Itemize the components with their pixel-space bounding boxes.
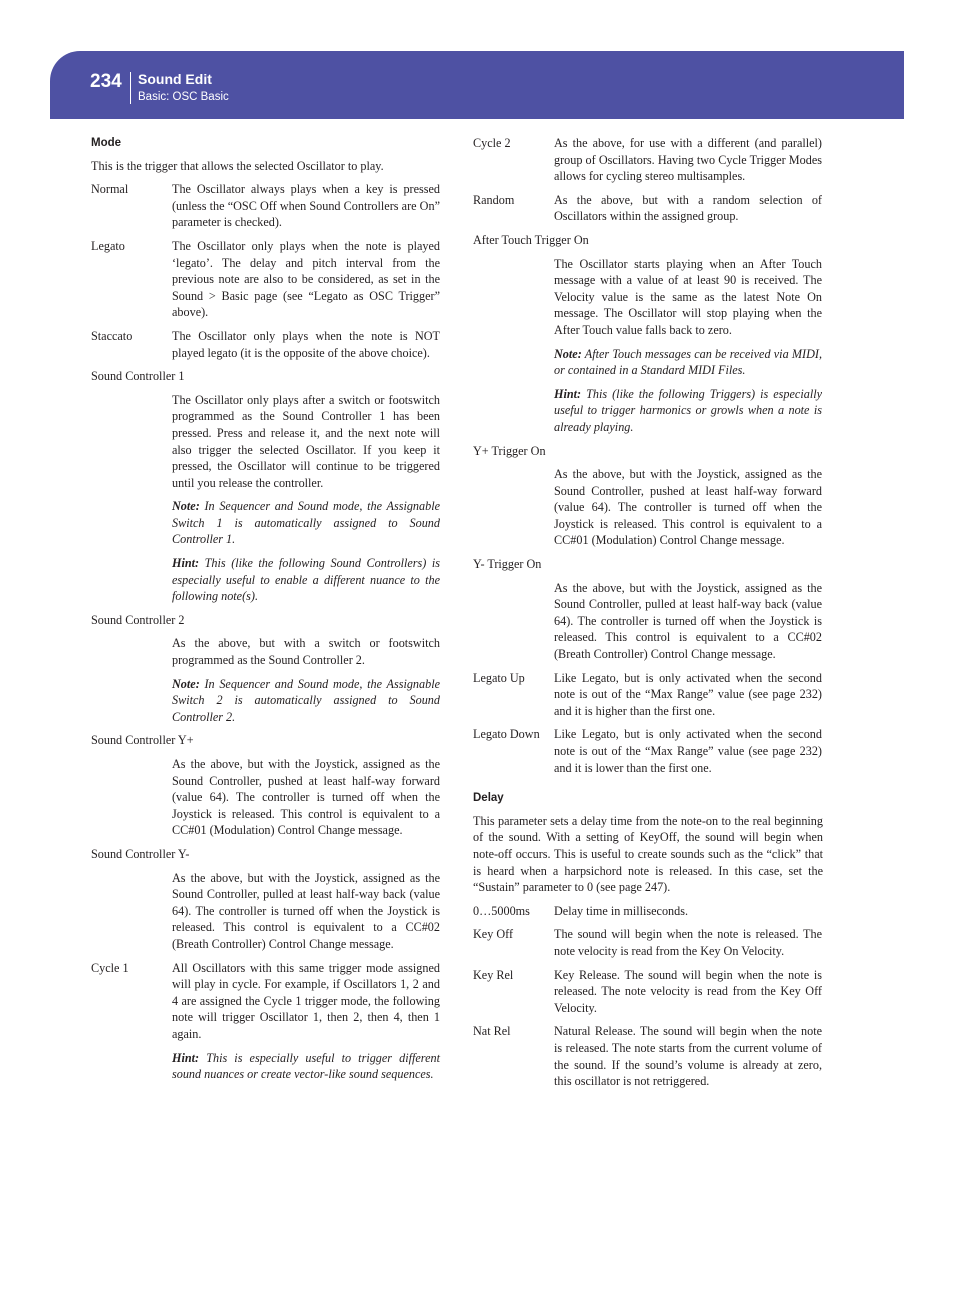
hint-paragraph [554, 386, 822, 436]
definition-block [554, 256, 822, 436]
term: Key Off [473, 927, 514, 942]
definition: Natural Release. The sound will begin when the note is released. The note starts from the current volume of the sound. If the sound’s volume is already at zero, this oscillator is not retriggered. [554, 1024, 822, 1089]
term: Legato Down [473, 727, 540, 742]
term: Staccato [91, 328, 133, 343]
definition-entry [473, 670, 823, 720]
hint-label: Hint: [172, 1050, 200, 1065]
definition: The Oscillator only plays when the note is played ‘legato’. The delay and pitch interval from the previous note are also to be considered, as set in the Sound > Basic page (see “Legato as OSC Trigger” above). [172, 238, 440, 320]
note-paragraph [172, 676, 440, 726]
note-label: Note: [554, 346, 582, 361]
definition-block [554, 466, 822, 549]
definition: As the above, but with the Joystick, assigned as the Sound Controller, pushed at least half-way forward (value 64). The controller is turned off when the Joystick is released. This control is equivalent to a CC#01 (Modulation) Control Change message. [554, 467, 822, 548]
right-column [473, 135, 823, 1097]
note-label: Note: [172, 499, 200, 514]
page-number: 234 [90, 71, 122, 92]
note-label: Note: [172, 676, 200, 691]
definition-entry [473, 726, 823, 776]
term-label: Sound Controller 1 [91, 369, 185, 384]
definition-block [172, 756, 440, 839]
definition: The Oscillator only plays when the note is NOT played legato (it is the opposite of the above choice). [172, 328, 440, 360]
page-header [50, 51, 904, 119]
section-title: Sound Edit [138, 71, 212, 87]
note-paragraph [172, 498, 440, 548]
definition: Key Release. The sound will begin when the note is released. The note velocity is read from the Key Off Velocity. [554, 967, 822, 1015]
definition: All Oscillators with this same trigger mode assigned will play in cycle. For example, if Oscillators 1, 2 and 4 are assigned the Cycle 1 trigger mode, the following note will trigger Oscillator 1, then 2, then 4, then 1 again. [172, 960, 440, 1041]
section-subtitle: Basic: OSC Basic [138, 91, 229, 103]
definition: As the above, but with the Joystick, assigned as the Sound Controller, pulled at least half-way back (value 64). The controller is turned off when the Joystick is released. This control is equivalent to a CC#02 (Breath Controller) Control Change message. [554, 580, 822, 662]
definition-entry [473, 903, 823, 920]
term-label: Y- Trigger On [473, 557, 542, 572]
note-text: In Sequencer and Sound mode, the Assignable Switch 1 is automatically assigned to Sound Controller 1. [172, 499, 440, 547]
mode-heading: Mode [91, 137, 122, 149]
term: 0…5000ms [473, 903, 530, 918]
definition: The Oscillator starts playing when an After Touch message with a value of at least 90 is received. The Velocity value is the same as the latest Note On message. The Oscillator will stop playing when the After Touch value falls back to zero. [554, 256, 822, 337]
note-paragraph [554, 346, 822, 379]
definition: Like Legato, but is only activated when the second note is out of the “Max Range” value (see page 232) and it is lower than the first one. [554, 727, 822, 775]
definition: As the above, but with a random selection of Oscillators within the assigned group. [554, 192, 822, 224]
mode-intro: This is the trigger that allows the selected Oscillator to play. [91, 158, 384, 173]
term-label: Sound Controller 2 [91, 612, 185, 627]
hint-paragraph [172, 555, 440, 605]
header-divider [130, 72, 131, 104]
note-text: After Touch messages can be received via MIDI, or contained in a Standard MIDI Files. [554, 346, 823, 378]
term-label: After Touch Trigger On [473, 232, 589, 247]
definition-entry [91, 238, 441, 321]
term: Random [473, 192, 515, 207]
delay-heading: Delay [473, 792, 504, 805]
definition-entry [91, 328, 441, 361]
definition-entry [473, 192, 823, 225]
definition-entry [473, 1023, 823, 1089]
hint-label: Hint: [172, 556, 200, 571]
term: Normal [91, 182, 129, 197]
left-column [91, 135, 441, 1090]
term-label: Y+ Trigger On [473, 443, 546, 458]
definition-block [554, 580, 822, 663]
definition: The sound will begin when the note is released. The note velocity is read from the Key On Velocity. [554, 927, 822, 958]
term: Cycle 1 [91, 960, 129, 975]
term: Key Rel [473, 967, 514, 982]
definition-block [172, 392, 440, 605]
definition-entry [473, 926, 823, 959]
hint-text: This (like the following Triggers) is especially useful to trigger harmonics or growls when a note is already playing. [554, 386, 822, 434]
term: Nat Rel [473, 1024, 511, 1039]
hint-paragraph [172, 1050, 440, 1083]
hint-text: This is especially useful to trigger different sound nuances or create vector-like sound sequences. [172, 1050, 440, 1082]
definition-block [172, 960, 440, 1083]
definition: As the above, but with the Joystick, assigned as the Sound Controller, pushed at least half-way forward (value 64). The controller is turned off when the Joystick is released. This control is equivalent to a CC#01 (Modulation) Control Change message. [172, 757, 440, 838]
term-label: Sound Controller Y- [91, 846, 190, 861]
delay-intro: This parameter sets a delay time from the note-on to the real beginning of the sound. With a setting of KeyOff, the sound will begin when note-off occurs. This is useful to create sounds such as the “click” that is heard when a harpsichord note is released. In this case, set the “Sustain” parameter to 0 (see page 247). [473, 813, 823, 895]
definition: The Oscillator only plays after a switch or footswitch programmed as the Sound Controller 1 has been pressed. Press and release it, and the next note will also trigger the selected Oscillator. If you keep it pressed, the Oscillator will continue to be triggered until you release the controller. [172, 392, 440, 490]
hint-label: Hint: [554, 386, 582, 401]
definition-entry [473, 967, 823, 1017]
note-text: In Sequencer and Sound mode, the Assignable Switch 2 is automatically assigned to Sound Controller 2. [172, 676, 440, 724]
term-label: Sound Controller Y+ [91, 733, 194, 748]
definition-block [172, 870, 440, 953]
hint-text: This (like the following Sound Controllers) is especially useful to enable a different nuance to the following note(s). [172, 556, 441, 604]
definition-block [172, 635, 440, 725]
term: Legato [91, 238, 125, 253]
definition: Delay time in milliseconds. [554, 903, 689, 918]
term: Legato Up [473, 670, 525, 685]
definition: The Oscillator always plays when a key is pressed (unless the “OSC Off when Sound Controllers are On” parameter is checked). [172, 182, 440, 230]
definition-entry [91, 960, 441, 1083]
definition-entry [91, 181, 441, 231]
definition: Like Legato, but is only activated when the second note is out of the “Max Range” value (see page 232) and it is higher than the first one. [554, 670, 822, 718]
definition-entry [473, 135, 823, 185]
term: Cycle 2 [473, 136, 511, 150]
definition: As the above, but with a switch or footswitch programmed as the Sound Controller 2. [172, 636, 440, 668]
definition: As the above, but with the Joystick, assigned as the Sound Controller, pulled at least half-way back (value 64). The controller is turned off when the Joystick is released. This control is equivalent to a CC#02 (Breath Controller) Control Change message. [172, 870, 440, 951]
definition: As the above, for use with a different (and parallel) group of Oscillators. Having two Cycle Trigger Modes allows for cycling stereo multisamples. [554, 136, 822, 184]
